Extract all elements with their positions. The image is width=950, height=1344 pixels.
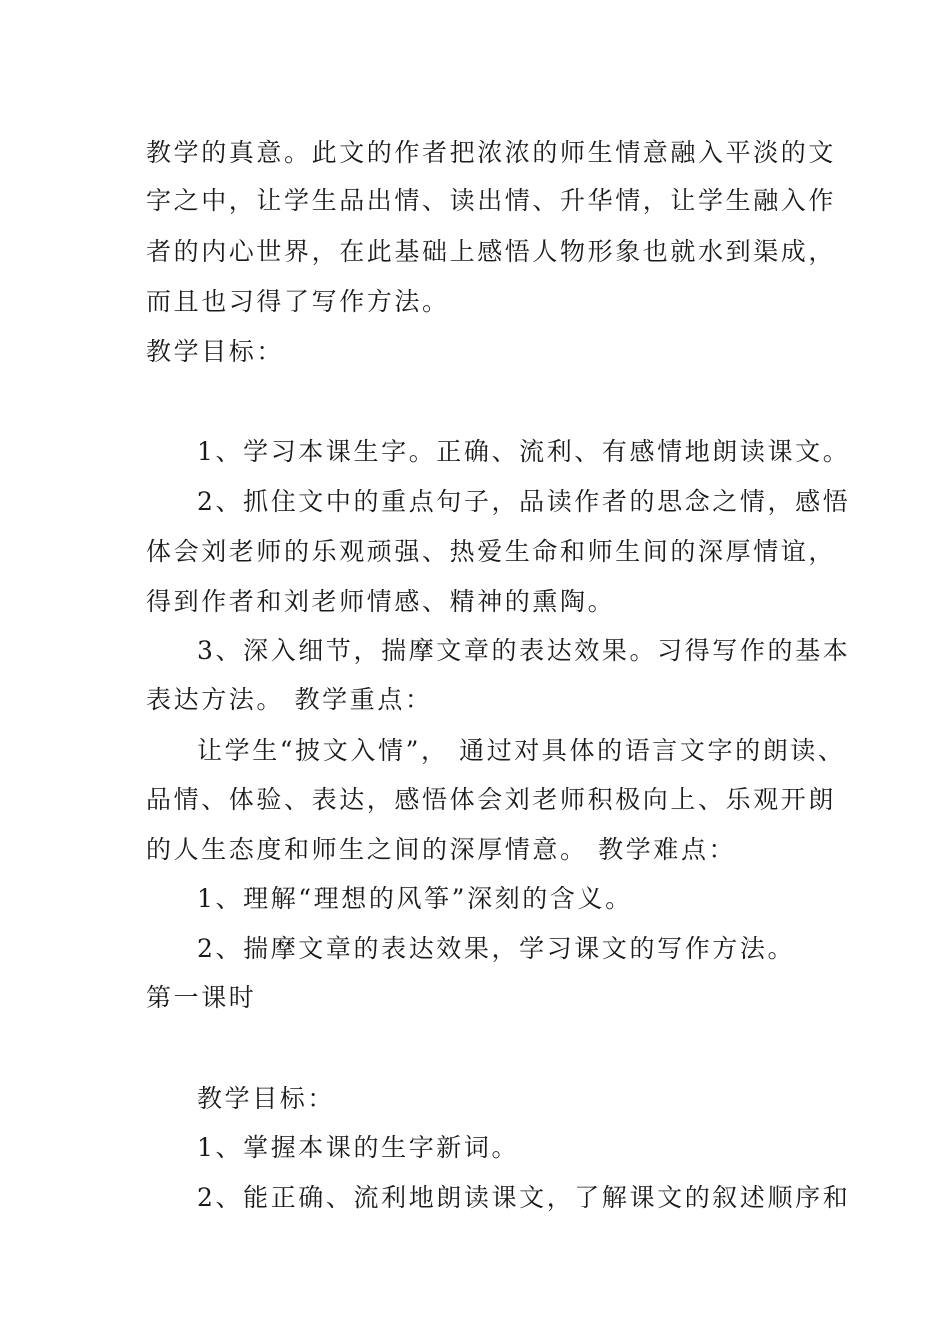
section-heading: 教学目标： [197, 1084, 336, 1113]
text-line: 而且也习得了写作方法。 [146, 287, 450, 316]
list-item: 2、能正确、流利地朗读课文，了解课文的叙述顺序和 [197, 1183, 851, 1212]
text-line: 表达方法。 教学重点： [146, 685, 433, 714]
section-heading: 第一课时 [146, 983, 257, 1012]
text-line: 字之中，让学生品出情、读出情、升华情，让学生融入作 [146, 186, 837, 215]
text-line: 者的内心世界，在此基础上感悟人物形象也就水到渠成， [146, 237, 837, 266]
text-line: 体会刘老师的乐观顽强、热爱生命和师生间的深厚情谊， [146, 537, 837, 566]
list-item: 1、掌握本课的生字新词。 [197, 1133, 520, 1162]
list-item: 1、理解“理想的风筝”深刻的含义。 [197, 884, 633, 913]
text-line: 得到作者和刘老师情感、精神的熏陶。 [146, 587, 616, 616]
text-line: 教学的真意。此文的作者把浓浓的师生情意融入平淡的文 [146, 138, 837, 167]
list-item: 2、抓住文中的重点句子，品读作者的思念之情，感悟 [197, 487, 851, 516]
list-item: 2、揣摩文章的表达效果，学习课文的写作方法。 [197, 934, 796, 963]
section-heading: 教学目标： [146, 337, 285, 366]
list-item: 3、深入细节，揣摩文章的表达效果。习得写作的基本 [197, 636, 851, 665]
text-line: 让学生“披文入情”， 通过对具体的语言文字的朗读、 [197, 736, 846, 765]
list-item: 1、学习本课生字。正确、流利、有感情地朗读课文。 [197, 437, 851, 466]
text-line: 的人生态度和师生之间的深厚情意。 教学难点： [146, 835, 737, 864]
text-line: 品情、体验、表达，感悟体会刘老师积极向上、乐观开朗 [146, 785, 837, 814]
